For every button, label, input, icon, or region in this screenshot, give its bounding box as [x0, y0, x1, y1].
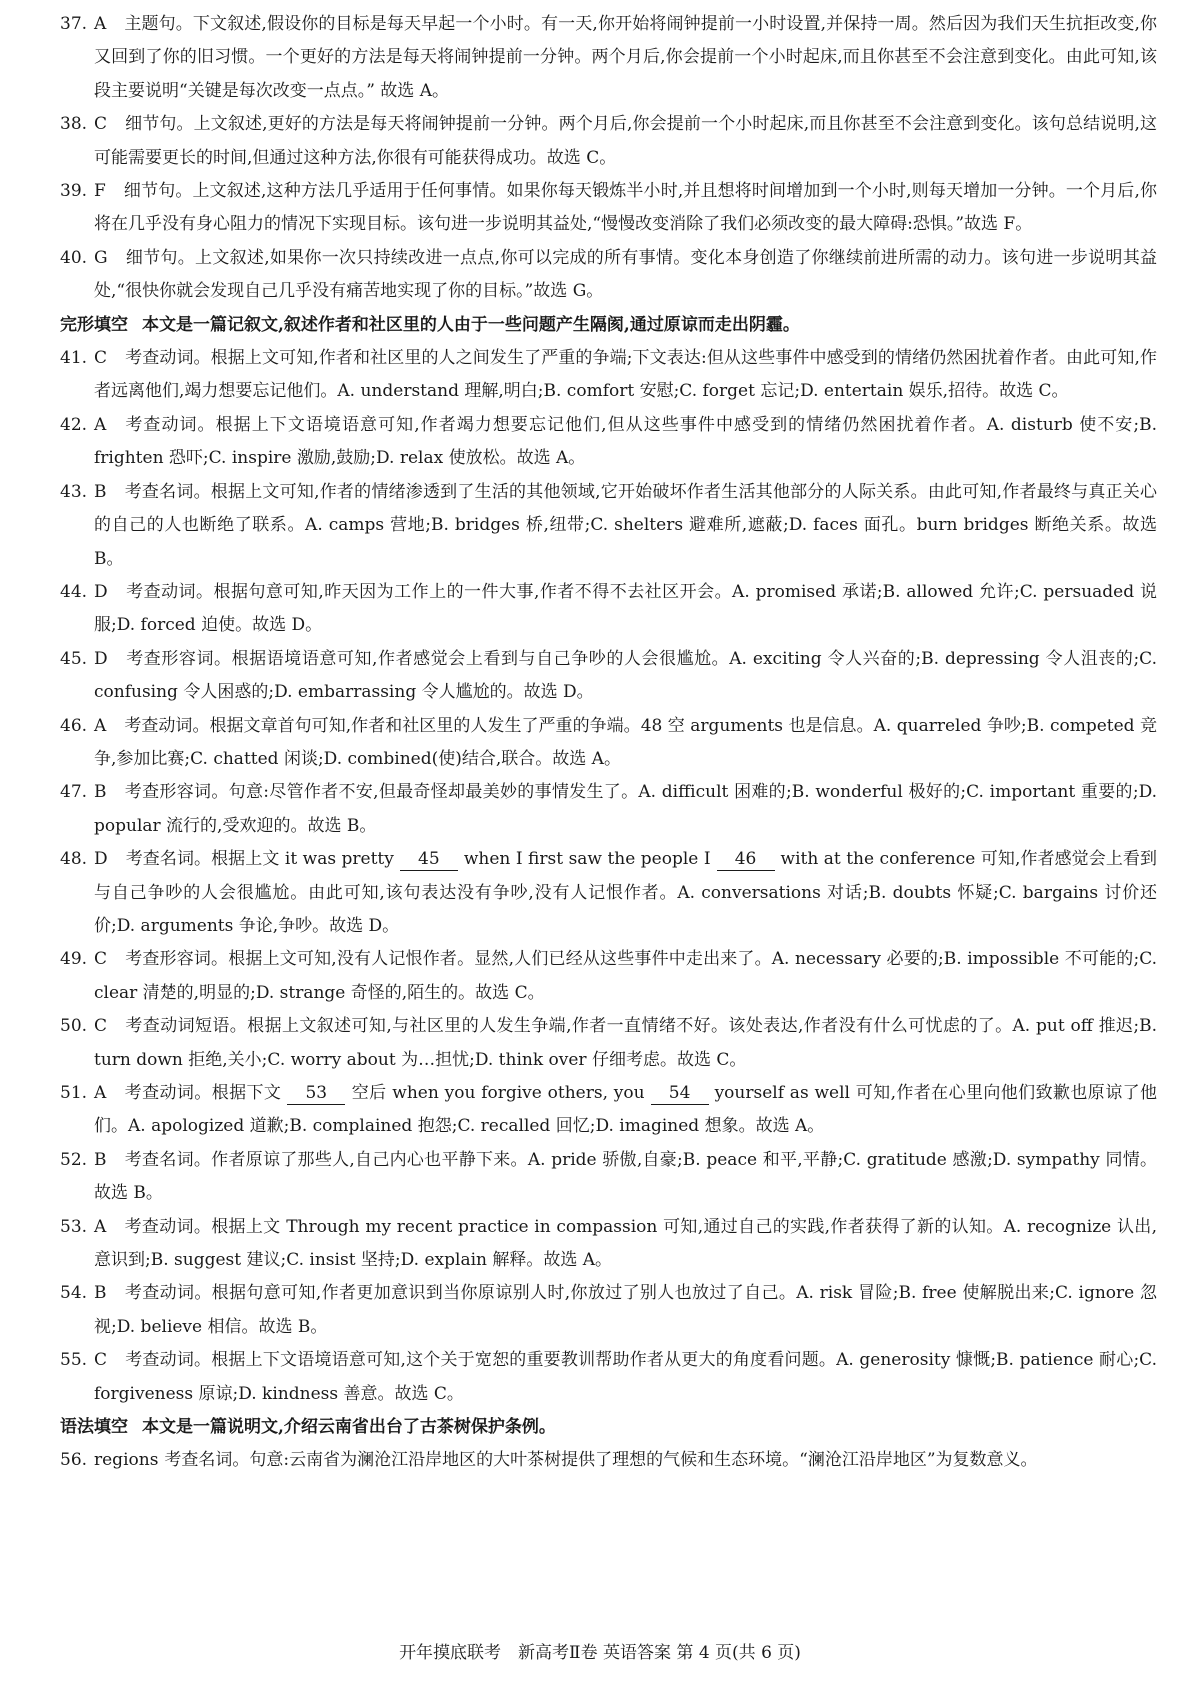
explanation-text: 考查名词。根据上文 it was pretty [125, 849, 394, 870]
answer-entry-43 [60, 476, 1157, 576]
explanation-text: 考查动词。根据上文 Through my recent practice in compassion 可知,通过自己的实践,作者获得了新的认知。A. recognize 认出,意识到;B. suggest 建议;C. insist 坚持;D. explain 解释。故选 A。 [94, 1216, 1157, 1271]
answer-entry-51 [60, 1077, 1157, 1144]
item-number: 54. [60, 1283, 88, 1304]
item-number: 50. [60, 1016, 88, 1037]
item-number: 53. [60, 1216, 88, 1237]
answer-letter: A [94, 1216, 107, 1237]
answer-entry-45 [60, 643, 1157, 710]
answer-letter: A [94, 14, 107, 34]
answer-entry-44 [60, 576, 1157, 643]
section-heading-grammar [60, 1411, 1157, 1444]
answer-entry-55 [60, 1344, 1157, 1411]
answer-entry-50 [60, 1010, 1157, 1077]
answer-key-page [60, 8, 1157, 1478]
page-footer: 开年摸底联考 新高考Ⅱ卷 英语答案 第 4 页(共 6 页) [399, 1643, 801, 1663]
explanation-text: yourself as well 可知,作者在心里向他们致歉也原谅了他们。A. apologized 道歉;B. complained 抱怨;C. recalled 回忆;D. imagined 想象。故选 A。 [94, 1083, 1157, 1137]
item-number: 46. [60, 715, 88, 736]
section-summary: 本文是一篇说明文,介绍云南省出台了古茶树保护条例。 [142, 1417, 556, 1438]
answer-entry-46 [60, 710, 1157, 777]
item-number: 47. [60, 782, 88, 803]
answer-entries-52-55 [60, 1144, 1157, 1411]
answer-letter: C [94, 1016, 108, 1037]
explanation-text: 考查名词。作者原谅了那些人,自己内心也平静下来。A. pride 骄傲,自豪;B. peace 和平,平静;C. gratitude 感激;D. sympathy 同情。故选 B。 [94, 1149, 1157, 1204]
answer-entry-53 [60, 1211, 1157, 1278]
explanation-text: when I first saw the people I [463, 849, 711, 870]
answer-word: regions [94, 1450, 159, 1471]
answer-letter: F [94, 181, 106, 202]
answer-entry-41 [60, 342, 1157, 409]
explanation-text: 空后 when you forgive others, you [351, 1083, 645, 1103]
answer-entries-37-40 [60, 8, 1157, 309]
explanation-text: 考查动词。根据文章首句可知,作者和社区里的人发生了严重的争端。48 空 arguments 也是信息。A. quarreled 争吵;B. competed 竞争,参加比赛;C. chatted 闲谈;D. combined(使)结合,联合。故选 A。 [94, 715, 1157, 769]
answer-entry-39 [60, 175, 1157, 242]
item-number: 56. [60, 1450, 88, 1471]
answer-entry-56 [60, 1444, 1157, 1477]
explanation-text: 细节句。上文叙述,如果你一次只持续改进一点点,你可以完成的所有事情。变化本身创造了你继续前进所需的动力。该句进一步说明其益处,“很快你就会发现自己几乎没有痛苦地实现了你的目标。”故选 G。 [94, 247, 1157, 302]
explanation-text: 考查动词。根据下文 [124, 1083, 282, 1103]
item-number: 39. [60, 181, 88, 202]
answer-entries-41-47 [60, 342, 1157, 843]
answer-entry-54 [60, 1277, 1157, 1344]
item-number: 49. [60, 949, 88, 970]
explanation-text: 考查动词短语。根据上文叙述可知,与社区里的人发生争端,作者一直情绪不好。该处表达,作者没有什么可忧虑的了。A. put off 推迟;B. turn down 拒绝,关小;C. worry about 为…担忧;D. think over 仔细考虑。故选 C。 [94, 1016, 1157, 1070]
item-number: 55. [60, 1350, 88, 1371]
section-summary: 本文是一篇记叙文,叙述作者和社区里的人由于一些问题产生隔阂,通过原谅而走出阴霾。 [142, 314, 800, 335]
answer-letter: C [94, 949, 108, 970]
explanation-text: 考查动词。根据句意可知,作者更加意识到当你原谅别人时,你放过了别人也放过了自己。A. risk 冒险;B. free 使解脱出来;C. ignore 忽视;D. believe 相信。故选 B。 [94, 1283, 1157, 1337]
answer-letter: B [94, 782, 107, 803]
explanation-text: 考查形容词。根据上文可知,没有人记恨作者。显然,人们已经从这些事件中走出来了。A. necessary 必要的;B. impossible 不可能的;C. clear 清楚的,明显的;D. strange 奇怪的,陌生的。故选 C。 [94, 949, 1157, 1003]
item-number: 41. [60, 348, 88, 369]
explanation-text: 考查形容词。根据语境语意可知,作者感觉会上看到与自己争吵的人会很尴尬。A. exciting 令人兴奋的;B. depressing 令人沮丧的;C. confusing 令人困惑的;D. embarrassing 令人尴尬的。故选 D。 [94, 648, 1157, 703]
answer-letter: D [94, 849, 108, 870]
explanation-text: 考查动词。根据上文可知,作者和社区里的人之间发生了严重的争端;下文表达:但从这些事件中感受到的情绪仍然困扰着作者。由此可知,作者远离他们,竭力想要忘记他们。A. understand 理解,明白;B. comfort 安慰;C. forget 忘记;D. entertain 娱乐,招待。故选 C。 [94, 348, 1157, 402]
item-number: 40. [60, 247, 88, 268]
section-name: 完形填空 [60, 314, 128, 335]
explanation-text: 考查动词。根据上下文语境语意可知,作者竭力想要忘记他们,但从这些事件中感受到的情绪仍然困扰着作者。A. disturb 使不安;B. frighten 恐吓;C. inspire 激励,鼓励;D. relax 使放松。故选 A。 [94, 414, 1157, 469]
explanation-text: with at the conference 可知,作者感觉会上看到与自己争吵的人会很尴尬。由此可知,该句表达没有争吵,没有人记恨作者。A. conversations 对话;B. doubts 怀疑;C. bargains 讨价还价;D. arguments 争论,争吵。故选 D。 [94, 849, 1157, 936]
section-heading-cloze [60, 309, 1157, 342]
explanation-text: 细节句。上文叙述,更好的方法是每天将闹钟提前一分钟。两个月后,你会提前一个小时起床,而且你甚至不会注意到变化。该句总结说明,这可能需要更长的时间,但通过这种方法,你很有可能获得成功。故选 C。 [94, 114, 1157, 168]
answer-letter: D [94, 648, 108, 669]
answer-entry-48 [60, 843, 1157, 943]
answer-entry-49 [60, 943, 1157, 1010]
answer-entry-42 [60, 409, 1157, 476]
answer-entry-52 [60, 1144, 1157, 1211]
answer-letter: C [94, 114, 108, 135]
item-number: 45. [60, 648, 88, 669]
answer-letter: B [94, 1149, 107, 1170]
item-number: 48. [60, 849, 88, 870]
answer-letter: D [94, 581, 108, 602]
explanation-text: 考查名词。句意:云南省为澜沧江沿岸地区的大叶茶树提供了理想的气候和生态环境。“澜沧江沿岸地区”为复数意义。 [164, 1450, 1038, 1471]
answer-letter: G [94, 247, 108, 268]
blank-number: 45 [400, 848, 458, 871]
answer-letter: C [94, 1350, 108, 1371]
answer-letter: A [94, 715, 107, 736]
answer-letter: B [94, 481, 107, 502]
blank-number: 46 [717, 848, 775, 871]
answer-entries-49-50 [60, 943, 1157, 1077]
blank-number: 53 [287, 1082, 345, 1105]
answer-entry-38 [60, 108, 1157, 175]
item-number: 52. [60, 1149, 88, 1170]
item-number: 44. [60, 581, 88, 602]
answer-entry-47 [60, 776, 1157, 843]
explanation-text: 细节句。上文叙述,这种方法几乎适用于任何事情。如果你每天锻炼半小时,并且想将时间增加到一个小时,则每天增加一分钟。一个月后,你将在几乎没有身心阻力的情况下实现目标。该句进一步说明其益处,“慢慢改变消除了我们必须改变的最大障碍:恐惧。”故选 F。 [94, 181, 1157, 235]
section-name: 语法填空 [60, 1417, 128, 1438]
blank-number: 54 [651, 1082, 709, 1105]
answer-entry-37 [60, 8, 1157, 108]
explanation-text: 考查形容词。句意:尽管作者不安,但最奇怪却最美妙的事情发生了。A. difficult 困难的;B. wonderful 极好的;C. important 重要的;D. popular 流行的,受欢迎的。故选 B。 [94, 782, 1157, 836]
answer-letter: C [94, 348, 108, 369]
answer-letter: A [94, 414, 107, 435]
item-number: 38. [60, 114, 88, 135]
explanation-text: 考查动词。根据句意可知,昨天因为工作上的一件大事,作者不得不去社区开会。A. promised 承诺;B. allowed 允许;C. persuaded 说服;D. forced 迫使。故选 D。 [94, 581, 1157, 636]
explanation-text: 考查动词。根据上下文语境语意可知,这个关于宽恕的重要教训帮助作者从更大的角度看问题。A. generosity 慷慨;B. patience 耐心;C. forgiveness 原谅;D. kindness 善意。故选 C。 [94, 1350, 1157, 1404]
explanation-text: 考查名词。根据上文可知,作者的情绪渗透到了生活的其他领域,它开始破坏作者生活其他部分的人际关系。由此可知,作者最终与真正关心的自己的人也断绝了联系。A. camps 营地;B. bridges 桥,纽带;C. shelters 避难所,遮蔽;D. faces 面孔。burn bridges 断绝关系。故选 B。 [94, 481, 1157, 569]
item-number: 37. [60, 14, 88, 34]
answer-entry-40 [60, 242, 1157, 309]
explanation-text: 主题句。下文叙述,假设你的目标是每天早起一个小时。有一天,你开始将闹钟提前一小时设置,并保持一周。然后因为我们天生抗拒改变,你又回到了你的旧习惯。一个更好的方法是每天将闹钟提前一分钟。两个月后,你会提前一个小时起床,而且你甚至不会注意到变化。由此可知,该段主要说明“关键是每次改变一点点。” 故选 A。 [94, 14, 1157, 101]
answer-letter: B [94, 1283, 107, 1304]
item-number: 43. [60, 481, 88, 502]
answer-letter: A [94, 1083, 107, 1103]
item-number: 51. [60, 1083, 88, 1103]
item-number: 42. [60, 414, 88, 435]
